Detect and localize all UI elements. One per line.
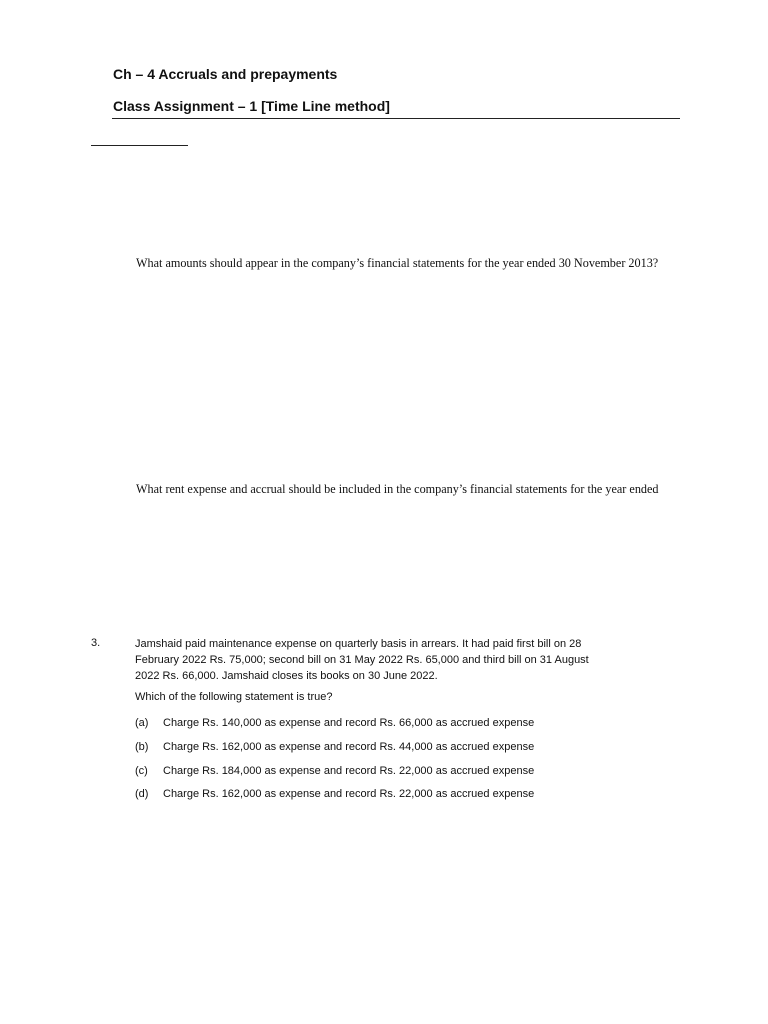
chapter-title: Ch – 4 Accruals and prepayments bbox=[113, 66, 338, 82]
short-divider bbox=[91, 145, 188, 146]
option-text: Charge Rs. 140,000 as expense and record Rs. 66,000 as accrued expense bbox=[163, 717, 535, 729]
option-a bbox=[135, 717, 534, 729]
assignment-title: Class Assignment – 1 [Time Line method] bbox=[113, 98, 390, 114]
question-3-body: Jamshaid paid maintenance expense on quarterly basis in arrears. It had paid first bill on 28 February 2022 Rs. 75,000; second bill on 31 May 2022 Rs. 65,000 and third bill on 31 August 2022 Rs. 66,000. Jamshaid closes its books on 30 June 2022. bbox=[135, 638, 589, 682]
option-label: (c) bbox=[135, 765, 148, 777]
option-label: (a) bbox=[135, 717, 149, 729]
option-b bbox=[135, 741, 534, 753]
question-3-prompt: Which of the following statement is true? bbox=[135, 691, 333, 703]
question-3-number: 3. bbox=[91, 637, 101, 649]
question-2-text: What rent expense and accrual should be included in the company’s financial statements for the year ended bbox=[136, 482, 659, 496]
option-text: Charge Rs. 162,000 as expense and record Rs. 44,000 as accrued expense bbox=[163, 741, 535, 753]
option-text: Charge Rs. 184,000 as expense and record Rs. 22,000 as accrued expense bbox=[163, 765, 535, 777]
option-d bbox=[135, 788, 534, 800]
question-1-text: What amounts should appear in the company’s financial statements for the year ended 30 November 2013? bbox=[136, 256, 659, 270]
option-c bbox=[135, 765, 534, 777]
option-text: Charge Rs. 162,000 as expense and record Rs. 22,000 as accrued expense bbox=[163, 788, 535, 800]
option-label: (b) bbox=[135, 741, 149, 753]
title-underline bbox=[112, 118, 680, 119]
option-label: (d) bbox=[135, 788, 149, 800]
